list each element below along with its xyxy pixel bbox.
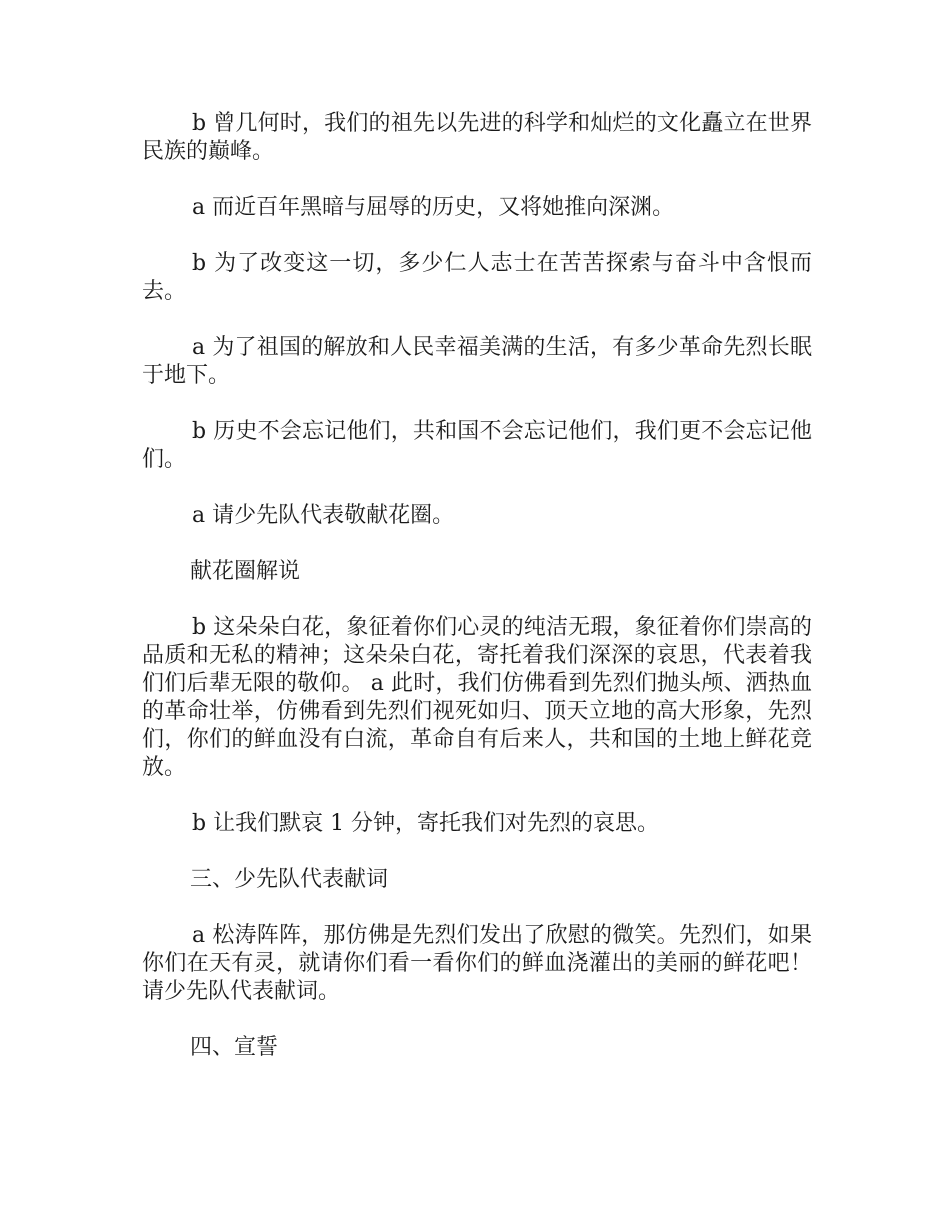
section-heading: 献花圈解说 — [190, 559, 301, 584]
paragraph: a 而近百年黑暗与屈辱的历史，又将她推向深渊。 — [192, 195, 675, 220]
paragraph: b 为了改变这一切，多少仁人志士在苦苦探索与奋斗中含恨而去。 — [142, 251, 813, 304]
document-body — [142, 110, 812, 1090]
paragraph: a 请少先队代表敬献花圈。 — [192, 503, 455, 528]
section-heading: 三、少先队代表献词 — [190, 867, 389, 892]
paragraph: b 曾几何时，我们的祖先以先进的科学和灿烂的文化矗立在世界民族的巅峰。 — [142, 111, 812, 164]
paragraph: a 松涛阵阵，那仿佛是先烈们发出了欣慰的微笑。先烈们，如果你们在天有灵，就请你们看一看你们的鲜血浇灌出的美丽的鲜花吧！请少先队代表献词。 — [142, 923, 812, 1004]
section-heading: 四、宣誓 — [190, 1035, 279, 1060]
paragraph: b 历史不会忘记他们，共和国不会忘记他们，我们更不会忘记他们。 — [142, 419, 812, 472]
paragraph: a 为了祖国的解放和人民幸福美满的生活，有多少革命先烈长眠于地下。 — [142, 335, 812, 388]
paragraph: b 让我们默哀 1 分钟，寄托我们对先烈的哀思。 — [192, 811, 660, 836]
paragraph: b 这朵朵白花，象征着你们心灵的纯洁无瑕，象征着你们崇高的品质和无私的精神；这朵朵白花，寄托着我们深深的哀思，代表着我们们后辈无限的敬仰。 a 此时，我们仿佛看到先烈们抛头颅、洒热血的革命壮举，仿佛看到先烈们视死如归、顶天立地的高大形象，先烈们，你们的鲜血没有白流，革命自有后来人，共和国的土地上鲜花竞放。 — [142, 615, 812, 780]
